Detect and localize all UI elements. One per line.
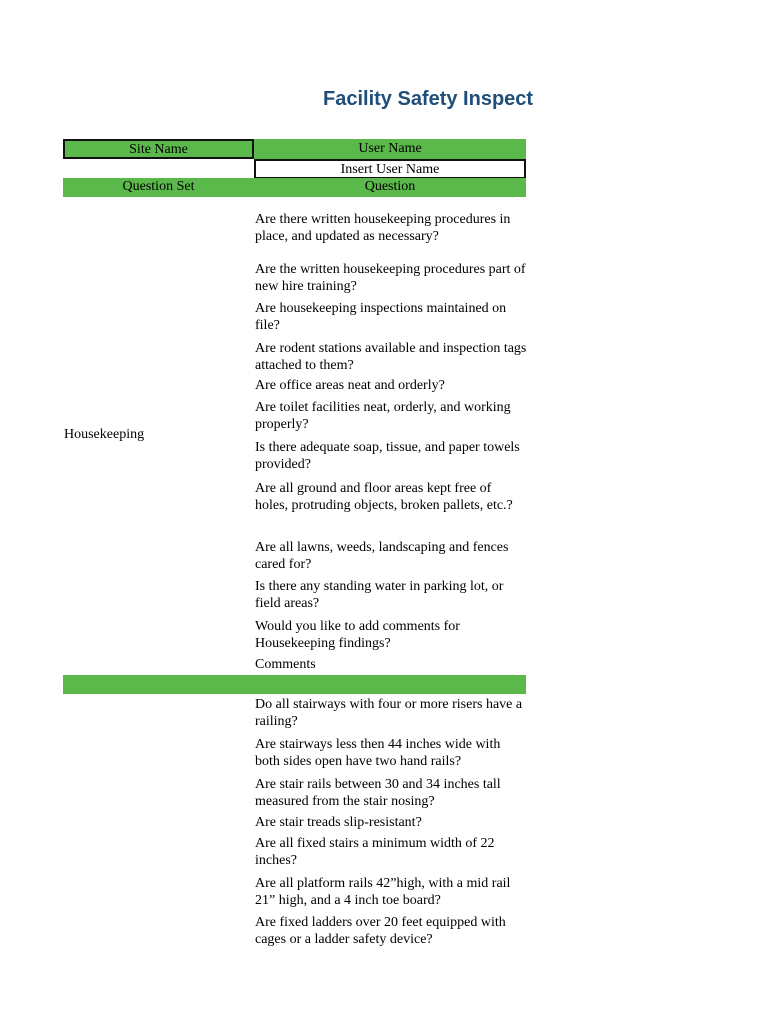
- question-cell[interactable]: Are fixed ladders over 20 feet equipped with cages or a ladder safety device?: [255, 915, 506, 947]
- user-name-field[interactable]: Insert User Name: [254, 159, 526, 179]
- site-name-header[interactable]: Site Name: [63, 139, 254, 159]
- question-cell[interactable]: Are toilet facilities neat, orderly, and working properly?: [255, 400, 511, 432]
- question-cell[interactable]: Are stairways less then 44 inches wide with both sides open have two hand rails?: [255, 737, 501, 769]
- user-name-header: User Name: [254, 139, 526, 159]
- question-cell[interactable]: Are all lawns, weeds, landscaping and fences cared for?: [255, 540, 509, 572]
- question-cell[interactable]: Are there written housekeeping procedures in place, and updated as necessary?: [255, 212, 511, 244]
- question-cell[interactable]: Are stair rails between 30 and 34 inches tall measured from the stair nosing?: [255, 777, 501, 809]
- question-cell[interactable]: Are rodent stations available and inspection tags attached to them?: [255, 341, 527, 373]
- question-cell[interactable]: Are all platform rails 42”high, with a mid rail 21” high, and a 4 inch toe board?: [255, 876, 511, 908]
- question-cell[interactable]: Are housekeeping inspections maintained on file?: [255, 301, 507, 333]
- section-divider: [63, 675, 526, 694]
- question-cell[interactable]: Are stair treads slip-resistant?: [255, 815, 422, 830]
- question-cell[interactable]: Are the written housekeeping procedures part of new hire training?: [255, 262, 526, 294]
- question-cell[interactable]: Would you like to add comments for Housekeeping findings?: [255, 619, 460, 651]
- question-cell[interactable]: Is there adequate soap, tissue, and paper towels provided?: [255, 440, 520, 472]
- question-cell[interactable]: Are office areas neat and orderly?: [255, 378, 445, 393]
- question-cell[interactable]: Do all stairways with four or more risers have a railing?: [255, 697, 523, 729]
- question-set-housekeeping: Housekeeping: [64, 427, 145, 442]
- question-cell[interactable]: Are all ground and floor areas kept free of holes, protruding objects, broken pallets, etc.?: [255, 481, 513, 513]
- question-cell[interactable]: Are all fixed stairs a minimum width of 22 inches?: [255, 836, 495, 868]
- question-set-header: Question Set: [63, 178, 254, 197]
- question-header: Question: [254, 178, 526, 197]
- question-cell[interactable]: Is there any standing water in parking lot, or field areas?: [255, 579, 504, 611]
- page-title: Facility Safety Inspect: [323, 88, 534, 110]
- comments-cell[interactable]: Comments: [255, 657, 316, 672]
